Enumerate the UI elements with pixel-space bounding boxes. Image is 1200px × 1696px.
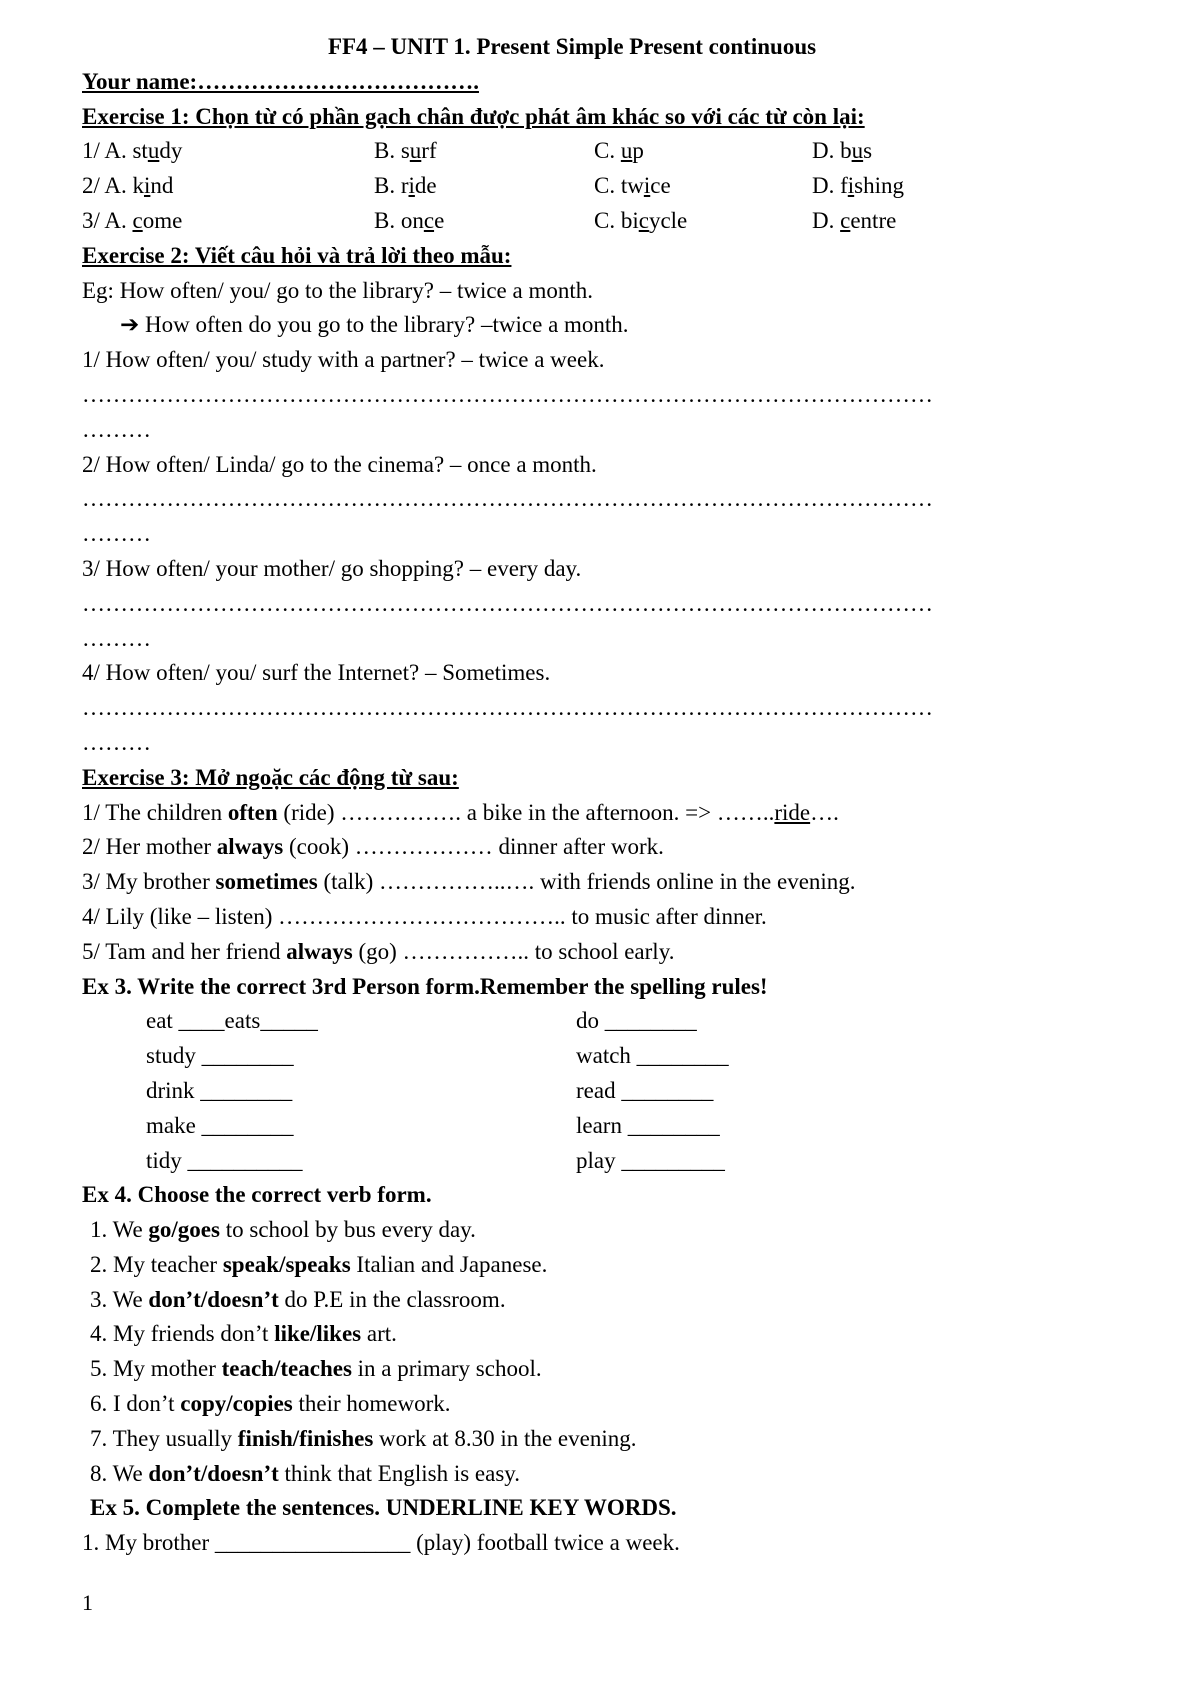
item-text: to school by bus every day. bbox=[219, 1217, 476, 1243]
ex4-item bbox=[82, 1352, 1122, 1387]
ex3b-rows bbox=[82, 1004, 1122, 1178]
ex1-row bbox=[82, 134, 1122, 169]
underlined-letter: u bbox=[620, 138, 633, 164]
adverb-keyword: always bbox=[286, 938, 353, 964]
ex1-option-d bbox=[812, 169, 904, 204]
item-text: (ride) ……………. a bike in the afternoon. => …….. bbox=[277, 799, 775, 825]
verb-choice: finish/finishes bbox=[237, 1425, 374, 1451]
page-title: FF4 – UNIT 1. Present Simple Present continuous bbox=[327, 34, 817, 59]
item-text: (go) …………….. to school early. bbox=[352, 938, 675, 964]
ex4-item bbox=[82, 1213, 1122, 1248]
verb-right: play _________ bbox=[576, 1147, 725, 1173]
item-text: 5/ Tam and her friend bbox=[82, 938, 287, 964]
item-text: …. bbox=[810, 799, 839, 825]
ex3b-row bbox=[82, 1144, 1122, 1179]
underlined-letter: i bbox=[643, 173, 651, 199]
ex3a-item bbox=[82, 900, 1122, 935]
item-text: do P.E in the classroom. bbox=[278, 1286, 506, 1312]
verb-choice: speak/speaks bbox=[222, 1251, 351, 1277]
verb-left: drink ________ bbox=[146, 1077, 293, 1103]
ex3a-items bbox=[82, 796, 1122, 970]
item-text: 7. They usually bbox=[90, 1425, 238, 1451]
ex3a-item bbox=[82, 796, 1122, 831]
option-text: C. bbox=[594, 138, 621, 164]
ex3b-row bbox=[82, 1109, 1122, 1144]
item-text: their homework. bbox=[292, 1391, 451, 1417]
ex1-option-a bbox=[82, 134, 182, 169]
option-text: ome bbox=[142, 207, 183, 233]
ex1-row-number: 2/ A. bbox=[82, 173, 133, 199]
ex3b-header: Ex 3. Write the correct 3rd Person form.Remember the spelling rules! bbox=[82, 973, 768, 999]
answer-dotline-short: ……… bbox=[82, 416, 151, 442]
item-text: 1/ The children bbox=[82, 799, 228, 825]
ex2-question: 4/ How often/ you/ surf the Internet? – Sometimes. bbox=[82, 660, 551, 686]
ex1-option-c bbox=[594, 169, 671, 204]
underlined-letter: i bbox=[847, 173, 855, 199]
verb-left: make ________ bbox=[146, 1112, 294, 1138]
answer-dotline: ………………………………………………………………………………………………… bbox=[82, 381, 933, 407]
option-text: C. bi bbox=[594, 207, 639, 233]
adverb-keyword: often bbox=[227, 799, 278, 825]
option-text: C. tw bbox=[594, 173, 644, 199]
option-text: s bbox=[863, 138, 873, 164]
page-number: 1 bbox=[82, 1590, 93, 1615]
ex2-example: Eg: How often/ you/ go to the library? – twice a month. bbox=[82, 277, 593, 303]
option-text: D. f bbox=[812, 173, 848, 199]
answer-dotline-short: ……… bbox=[82, 625, 151, 651]
ex5-item: 1. My brother _________________ (play) football twice a week. bbox=[82, 1530, 680, 1556]
name-field: Your name:………………………………. bbox=[82, 68, 479, 94]
verb-choice: go/goes bbox=[148, 1217, 220, 1243]
item-text: 8. We bbox=[90, 1460, 149, 1486]
ex1-row bbox=[82, 204, 1122, 239]
item-text: 4. My friends don’t bbox=[90, 1321, 275, 1347]
underlined-letter: u bbox=[147, 138, 160, 164]
underlined-letter: c bbox=[638, 207, 649, 233]
verb-choice: like/likes bbox=[274, 1321, 362, 1347]
option-text: D. b bbox=[812, 138, 852, 164]
ex3a-item bbox=[82, 865, 1122, 900]
verb-right: watch ________ bbox=[576, 1043, 729, 1069]
ex1-option-a bbox=[82, 204, 182, 239]
verb-choice: don’t/doesn’t bbox=[148, 1286, 279, 1312]
ex1-row-number: 3/ A. bbox=[82, 207, 133, 233]
answer-dotline: ………………………………………………………………………………………………… bbox=[82, 590, 933, 616]
ex1-option-a bbox=[82, 169, 173, 204]
ex1-option-d bbox=[812, 204, 896, 239]
ex1-option-b bbox=[374, 169, 437, 204]
option-text: p bbox=[632, 138, 644, 164]
option-text: rf bbox=[421, 138, 437, 164]
item-text: 5. My mother bbox=[90, 1356, 222, 1382]
verb-choice: don’t/doesn’t bbox=[148, 1460, 279, 1486]
answer-dotline: ………………………………………………………………………………………………… bbox=[82, 486, 933, 512]
ex4-items bbox=[82, 1213, 1122, 1491]
ex1-row-number: 1/ A. bbox=[82, 138, 133, 164]
verb-right: read ________ bbox=[576, 1077, 714, 1103]
ex1-option-b bbox=[374, 204, 444, 239]
option-text: de bbox=[414, 173, 437, 199]
item-text: 1. We bbox=[90, 1217, 149, 1243]
ex4-item bbox=[82, 1457, 1122, 1492]
option-text: ycle bbox=[648, 207, 688, 233]
verb-left: eat ____eats_____ bbox=[146, 1008, 318, 1034]
ex4-item bbox=[82, 1317, 1122, 1352]
verb-left: tidy __________ bbox=[146, 1147, 303, 1173]
verb-choice: copy/copies bbox=[180, 1391, 293, 1417]
adverb-keyword: always bbox=[216, 834, 284, 860]
underlined-letter: c bbox=[132, 207, 143, 233]
option-text: k bbox=[132, 173, 144, 199]
arrow-icon: ➔ bbox=[120, 312, 140, 339]
worksheet-page bbox=[82, 30, 1122, 1561]
ex1-header: Exercise 1: Chọn từ có phần gạch chân được phát âm khác so với các từ còn lại: bbox=[82, 103, 865, 129]
example-answer: ride bbox=[774, 799, 811, 825]
item-text: (cook) ……………… dinner after work. bbox=[283, 834, 664, 860]
ex1-option-c bbox=[594, 204, 687, 239]
item-text: Italian and Japanese. bbox=[350, 1251, 548, 1277]
item-text: 4/ Lily (like – listen) ……………………………….. to music after dinner. bbox=[82, 903, 767, 929]
underlined-letter: c bbox=[840, 207, 851, 233]
item-text: 3. We bbox=[90, 1286, 149, 1312]
item-text: 6. I don’t bbox=[90, 1391, 181, 1417]
option-text: B. on bbox=[374, 207, 424, 233]
ex5-header: Ex 5. Complete the sentences. UNDERLINE KEY WORDS. bbox=[90, 1495, 677, 1521]
item-text: art. bbox=[361, 1321, 397, 1347]
item-text: 2/ Her mother bbox=[82, 834, 217, 860]
ex1-option-b bbox=[374, 134, 437, 169]
ex4-item bbox=[82, 1422, 1122, 1457]
ex3a-item bbox=[82, 935, 1122, 970]
item-text: (talk) ……………..…. with friends online in the evening. bbox=[317, 869, 856, 895]
verb-right: do ________ bbox=[576, 1008, 697, 1034]
item-text: 3/ My brother bbox=[82, 869, 216, 895]
ex2-example-answer bbox=[82, 308, 1122, 343]
underlined-letter: c bbox=[423, 207, 435, 233]
ex4-item bbox=[82, 1248, 1122, 1283]
item-text: work at 8.30 in the evening. bbox=[373, 1425, 637, 1451]
ex1-option-d bbox=[812, 134, 872, 169]
verb-choice: teach/teaches bbox=[221, 1356, 352, 1382]
option-text: shing bbox=[854, 173, 905, 199]
item-text: think that English is easy. bbox=[278, 1460, 521, 1486]
ex2-header: Exercise 2: Viết câu hỏi và trả lời theo mẫu: bbox=[82, 242, 512, 268]
ex2-items bbox=[82, 343, 1122, 761]
adverb-keyword: sometimes bbox=[215, 869, 318, 895]
ex1-option-c bbox=[594, 134, 644, 169]
ex3b-row bbox=[82, 1074, 1122, 1109]
option-text: ce bbox=[650, 173, 671, 199]
option-text: B. s bbox=[374, 138, 410, 164]
option-text: D. bbox=[812, 207, 841, 233]
ex4-item bbox=[82, 1387, 1122, 1422]
underlined-letter: i bbox=[408, 173, 415, 199]
underlined-letter: u bbox=[851, 138, 864, 164]
ex1-row bbox=[82, 169, 1122, 204]
ex4-item bbox=[82, 1283, 1122, 1318]
ex3a-item bbox=[82, 830, 1122, 865]
ex3b-row bbox=[82, 1004, 1122, 1039]
option-text: B. r bbox=[374, 173, 409, 199]
ex2-example-answer-text: How often do you go to the library? –twice a month. bbox=[145, 312, 629, 338]
ex5-items bbox=[82, 1526, 1122, 1561]
option-text: st bbox=[132, 138, 148, 164]
verb-right: learn ________ bbox=[576, 1112, 720, 1138]
ex4-header: Ex 4. Choose the correct verb form. bbox=[82, 1182, 432, 1208]
option-text: dy bbox=[159, 138, 183, 164]
underlined-letter: i bbox=[143, 173, 151, 199]
item-text: in a primary school. bbox=[351, 1356, 542, 1382]
ex3b-row bbox=[82, 1039, 1122, 1074]
ex1-rows bbox=[82, 134, 1122, 238]
ex3a-header: Exercise 3: Mở ngoặc các động từ sau: bbox=[82, 764, 459, 790]
item-text: 2. My teacher bbox=[90, 1251, 223, 1277]
ex2-question: 1/ How often/ you/ study with a partner? – twice a week. bbox=[82, 347, 605, 373]
underlined-letter: u bbox=[409, 138, 422, 164]
ex2-question: 2/ How often/ Linda/ go to the cinema? – once a month. bbox=[82, 451, 597, 477]
answer-dotline-short: ……… bbox=[82, 521, 151, 547]
verb-left: study ________ bbox=[146, 1043, 294, 1069]
option-text: e bbox=[434, 207, 445, 233]
ex2-question: 3/ How often/ your mother/ go shopping? – every day. bbox=[82, 555, 582, 581]
option-text: entre bbox=[850, 207, 897, 233]
option-text: nd bbox=[150, 173, 174, 199]
answer-dotline: ………………………………………………………………………………………………… bbox=[82, 695, 933, 721]
answer-dotline-short: ……… bbox=[82, 729, 151, 755]
